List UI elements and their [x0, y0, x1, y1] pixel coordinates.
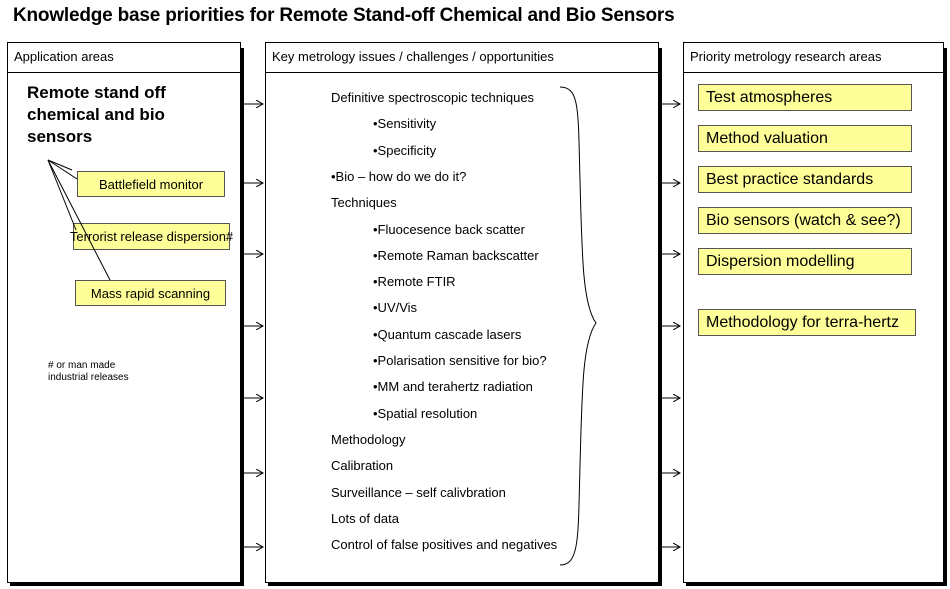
metrology-issue-item: Surveillance – self calivbration — [331, 484, 506, 500]
connector-to-terrorist — [48, 160, 76, 230]
application-item-mass-scanning: Mass rapid scanning — [75, 280, 226, 306]
priority-item-bio-sensors: Bio sensors (watch & see?) — [698, 207, 912, 234]
metrology-issue-item: Definitive spectroscopic techniques — [331, 90, 535, 105]
metrology-issue-item: Techniques — [331, 195, 397, 211]
priority-research-header-label: Priority metrology research areas — [690, 49, 882, 64]
metrology-issue-item: •Remote Raman backscatter — [373, 247, 539, 263]
arrows-middle-to-right — [662, 104, 680, 547]
application-footnote-line-1: # or man made — [48, 360, 116, 371]
application-lead-text: Remote stand off chemical and bio sensors — [27, 83, 166, 146]
metrology-issue-item: •Quantum cascade lasers — [373, 326, 522, 342]
metrology-issue-item: •Fluocesence back scatter — [373, 221, 525, 237]
metrology-issue-item: •Polarisation sensitive for bio? — [373, 353, 547, 368]
priority-item-method-valuation: Method valuation — [698, 125, 912, 152]
arrows-left-to-middle — [244, 104, 263, 547]
application-areas-header-label: Application areas — [14, 49, 114, 64]
metrology-issue-item: •Spatial resolution — [373, 405, 478, 421]
metrology-issue-item: •Sensitivity — [373, 116, 437, 132]
priority-item-best-practice: Best practice standards — [698, 166, 912, 193]
metrology-issue-item: •MM and terahertz radiation — [373, 379, 533, 395]
metrology-issue-item: Lots of data — [331, 510, 399, 526]
metrology-issue-item: Control of false positives and negatives — [331, 537, 558, 553]
priority-item-terra-hertz: Methodology for terra-hertz — [698, 309, 916, 336]
metrology-issue-item: Methodology — [331, 431, 406, 447]
application-item-terrorist: Terrorist release dispersion# — [73, 223, 230, 250]
metrology-issues-header-label: Key metrology issues / challenges / opportunities — [272, 49, 554, 64]
curly-brace-icon — [560, 87, 596, 565]
application-footnote-line-2: industrial releases — [48, 372, 129, 383]
metrology-issue-item: •Bio – how do we do it? — [331, 168, 467, 184]
application-item-battlefield: Battlefield monitor — [77, 171, 225, 197]
connector-to-mass-scanning — [48, 160, 110, 280]
application-connector-lines — [48, 160, 110, 280]
metrology-issue-item: •Remote FTIR — [373, 274, 456, 290]
metrology-issue-item: •Specificity — [373, 142, 437, 158]
metrology-issue-item: •UV/Vis — [373, 300, 418, 316]
priority-item-dispersion-modelling: Dispersion modelling — [698, 248, 912, 275]
metrology-issue-item: Calibration — [331, 458, 394, 474]
page-title: Knowledge base priorities for Remote Stand-off Chemical and Bio Sensors — [13, 5, 675, 26]
priority-item-test-atmospheres: Test atmospheres — [698, 84, 912, 111]
